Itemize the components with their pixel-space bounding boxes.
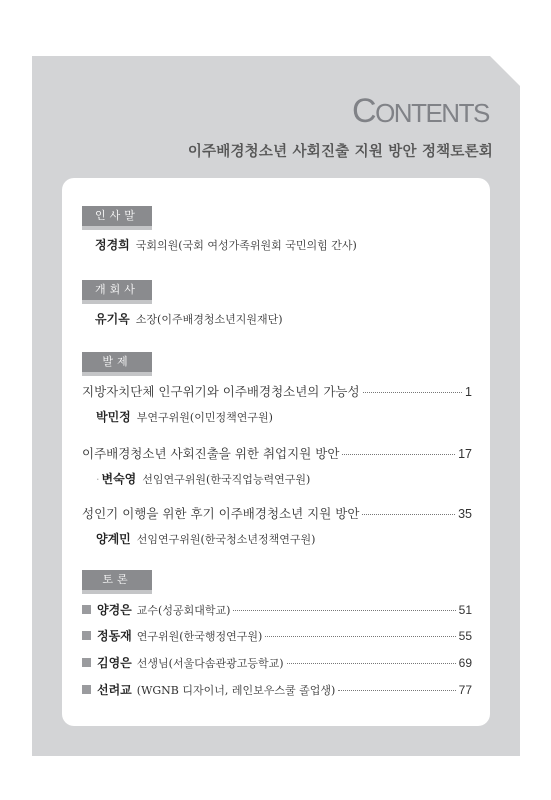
discussion-section-label: 토론 (82, 570, 152, 590)
square-bullet-icon (82, 658, 91, 667)
speaker-role: 국회의원(국회 여성가족위원회 국민의힘 간사) (135, 239, 357, 252)
page-number: 35 (458, 507, 472, 521)
page-number: 55 (458, 629, 472, 643)
page-number: 17 (458, 447, 472, 461)
dot-leader (342, 454, 455, 455)
presenter (82, 470, 472, 487)
discussant-role: (WGNB 디자이너, 레인보우스쿨 졸업생) (136, 684, 336, 697)
presentation-entry-3[interactable] (82, 504, 472, 547)
opening-speaker (95, 310, 283, 327)
square-bullet-icon (82, 605, 91, 614)
discussion-entry-3[interactable] (82, 654, 472, 671)
presenter (82, 408, 472, 425)
square-bullet-icon (82, 631, 91, 640)
contents-title-initial: C (352, 92, 376, 130)
square-bullet-icon (82, 685, 91, 694)
speaker-name: 유기옥 (95, 312, 130, 326)
discussion-entry-1[interactable] (82, 601, 472, 618)
dot-leader (287, 663, 456, 664)
page-number: 69 (458, 656, 472, 670)
presentation-entry-2[interactable] (82, 444, 472, 487)
discussant-name: 김영은 (97, 656, 132, 670)
discussant-name: 양경은 (97, 603, 132, 617)
stray-mark-icon: · (96, 473, 100, 486)
event-subtitle: 이주배경청소년 사회진출 지원 방안 정책토론회 (187, 144, 493, 160)
presentation-title: 지방자치단체 인구위기와 이주배경청소년의 가능성 (82, 384, 360, 399)
dot-leader (363, 392, 462, 393)
presentation-section-label: 발제 (82, 352, 152, 372)
page-number: 51 (458, 603, 472, 617)
discussant-role: 교수(성공회대학교) (136, 604, 231, 617)
opening-section-label: 개회사 (82, 280, 152, 300)
contents-title-rest: ONTENTS (375, 98, 489, 128)
discussant-name: 선려교 (97, 683, 132, 697)
dot-leader (362, 514, 455, 515)
speaker-name: 정경희 (95, 238, 130, 252)
presenter-name: 변숙영 (101, 472, 137, 486)
page-number: 1 (465, 385, 472, 399)
presenter-name: 박민정 (96, 410, 131, 424)
presenter-role: 선임연구위원(한국청소년정책연구원) (136, 533, 316, 546)
page-number: 77 (458, 683, 472, 697)
greeting-speaker (95, 236, 357, 253)
presentation-entry-1[interactable] (82, 382, 472, 425)
discussion-entry-4[interactable] (82, 681, 472, 698)
discussant-role: 연구위원(한국행정연구원) (136, 630, 263, 643)
presenter (82, 530, 472, 547)
contents-title (352, 92, 489, 131)
speaker-role: 소장(이주배경청소년지원재단) (135, 313, 283, 326)
presenter-role: 선임연구위원(한국직업능력연구원) (142, 473, 311, 486)
presentation-title: 이주배경청소년 사회진출을 위한 취업지원 방안 (82, 446, 340, 461)
greeting-section-label: 인사말 (82, 206, 152, 226)
discussant-role: 선생님(서울다솜관광고등학교) (136, 657, 284, 670)
dot-leader (265, 636, 455, 637)
presentation-title: 성인기 이행을 위한 후기 이주배경청소년 지원 방안 (82, 506, 360, 521)
presenter-role: 부연구위원(이민정책연구원) (136, 411, 273, 424)
discussant-name: 정동재 (97, 629, 132, 643)
presenter-name: 양계민 (96, 532, 131, 546)
dot-leader (338, 690, 455, 691)
dot-leader (233, 610, 455, 611)
discussion-entry-2[interactable] (82, 627, 472, 644)
